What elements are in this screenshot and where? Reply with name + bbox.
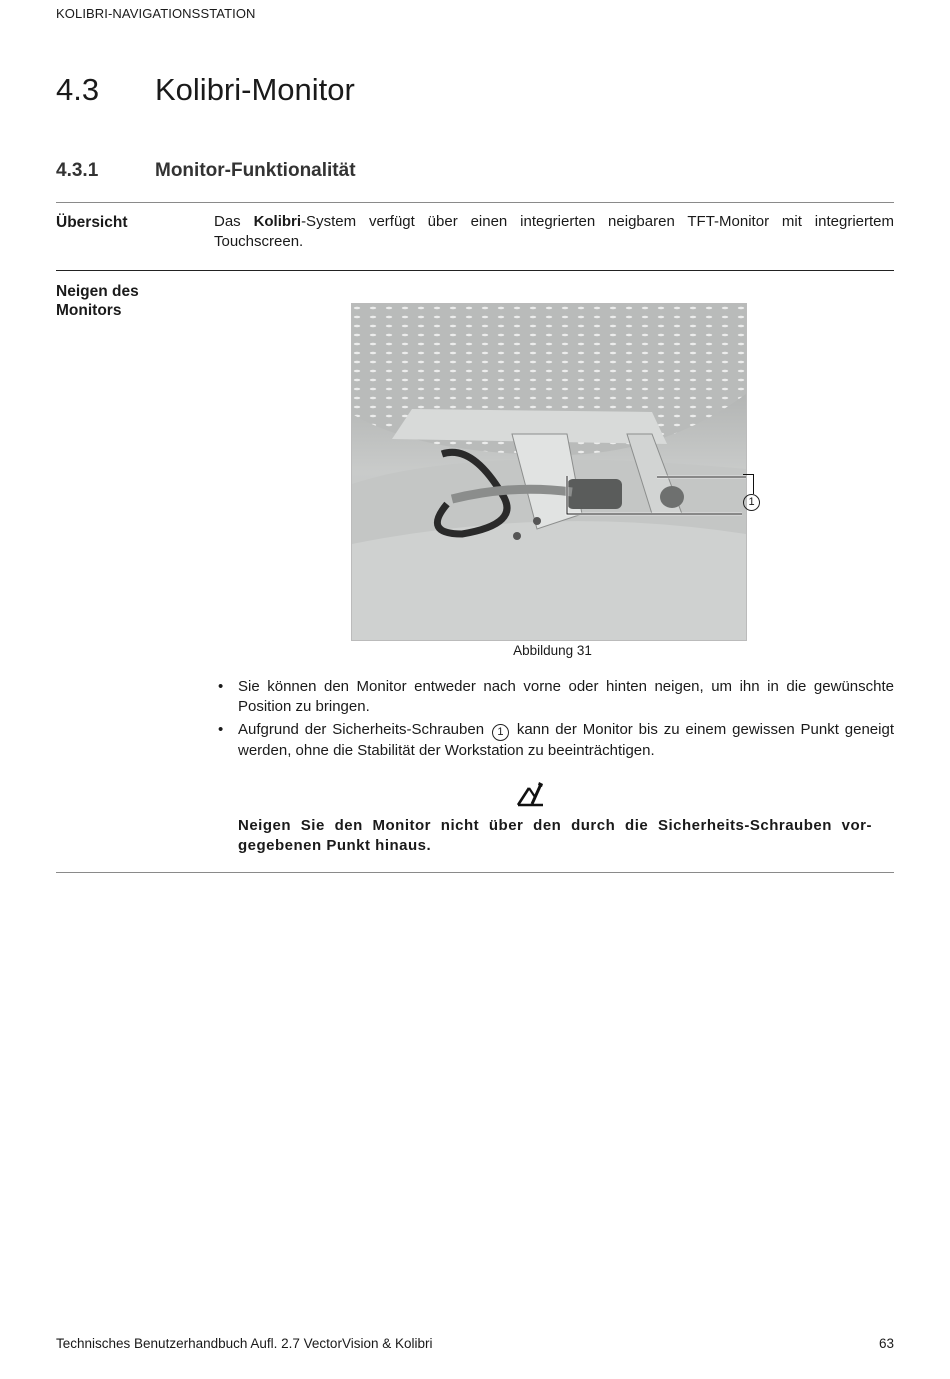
footer-document-title: Technisches Benutzerhandbuch Aufl. 2.7 VectorVision & Kolibri <box>56 1336 433 1351</box>
overview-product-name: Kolibri <box>253 213 302 230</box>
section-title: Kolibri-Monitor <box>155 72 355 107</box>
tilt-label-line1: Neigen des <box>56 283 139 300</box>
bullet-icon: • <box>218 721 224 738</box>
section-number: 4.3 <box>56 72 100 107</box>
running-header: KOLIBRI-NAVIGATIONSSTATION <box>56 6 256 21</box>
monitor-photo-illustration <box>352 304 746 640</box>
warning-text: Neigen Sie den Monitor nicht über den durch die Sicherheits-Schrauben vor-gegebenen Punkt hinaus. <box>238 817 872 854</box>
tilt-label-line2: Monitors <box>56 302 122 319</box>
bullet-icon: • <box>218 678 224 695</box>
callout-leader-line <box>753 474 754 494</box>
figure-caption: Abbildung 31 <box>513 643 592 658</box>
bullet-list <box>218 677 894 765</box>
list-item <box>218 677 894 716</box>
divider <box>56 872 894 873</box>
callout-marker-inline: 1 <box>492 724 509 741</box>
list-item-text-start: Aufgrund der Sicherheits-Schrauben <box>238 721 485 738</box>
list-item-text: Sie können den Monitor entweder nach vorne oder hinten neigen, um ihn in die gewünschte Position zu bringen. <box>238 678 894 715</box>
overview-text <box>214 212 894 252</box>
footer-page-number: 63 <box>878 1336 894 1351</box>
list-item-text-end: kann der Monitor bis zu einem gewissen Punkt geneigt werden, ohne die Stabilität der Workstation zu beeinträchtigen. <box>238 721 894 759</box>
overview-text-start: Das <box>214 213 254 230</box>
tilt-label <box>56 282 196 320</box>
note-pen-icon <box>515 778 547 810</box>
overview-text-end: -System verfügt über einen integrierten neigbaren TFT-Monitor mit integriertem Touchscreen. <box>214 213 895 250</box>
callout-marker: 1 <box>743 494 760 511</box>
subsection-title: Monitor-Funktionalität <box>155 160 356 181</box>
subsection-number: 4.3.1 <box>56 160 99 181</box>
divider <box>56 270 894 271</box>
divider <box>56 202 894 203</box>
overview-label: Übersicht <box>56 214 128 231</box>
monitor-photo <box>351 303 747 641</box>
list-item <box>218 720 894 761</box>
